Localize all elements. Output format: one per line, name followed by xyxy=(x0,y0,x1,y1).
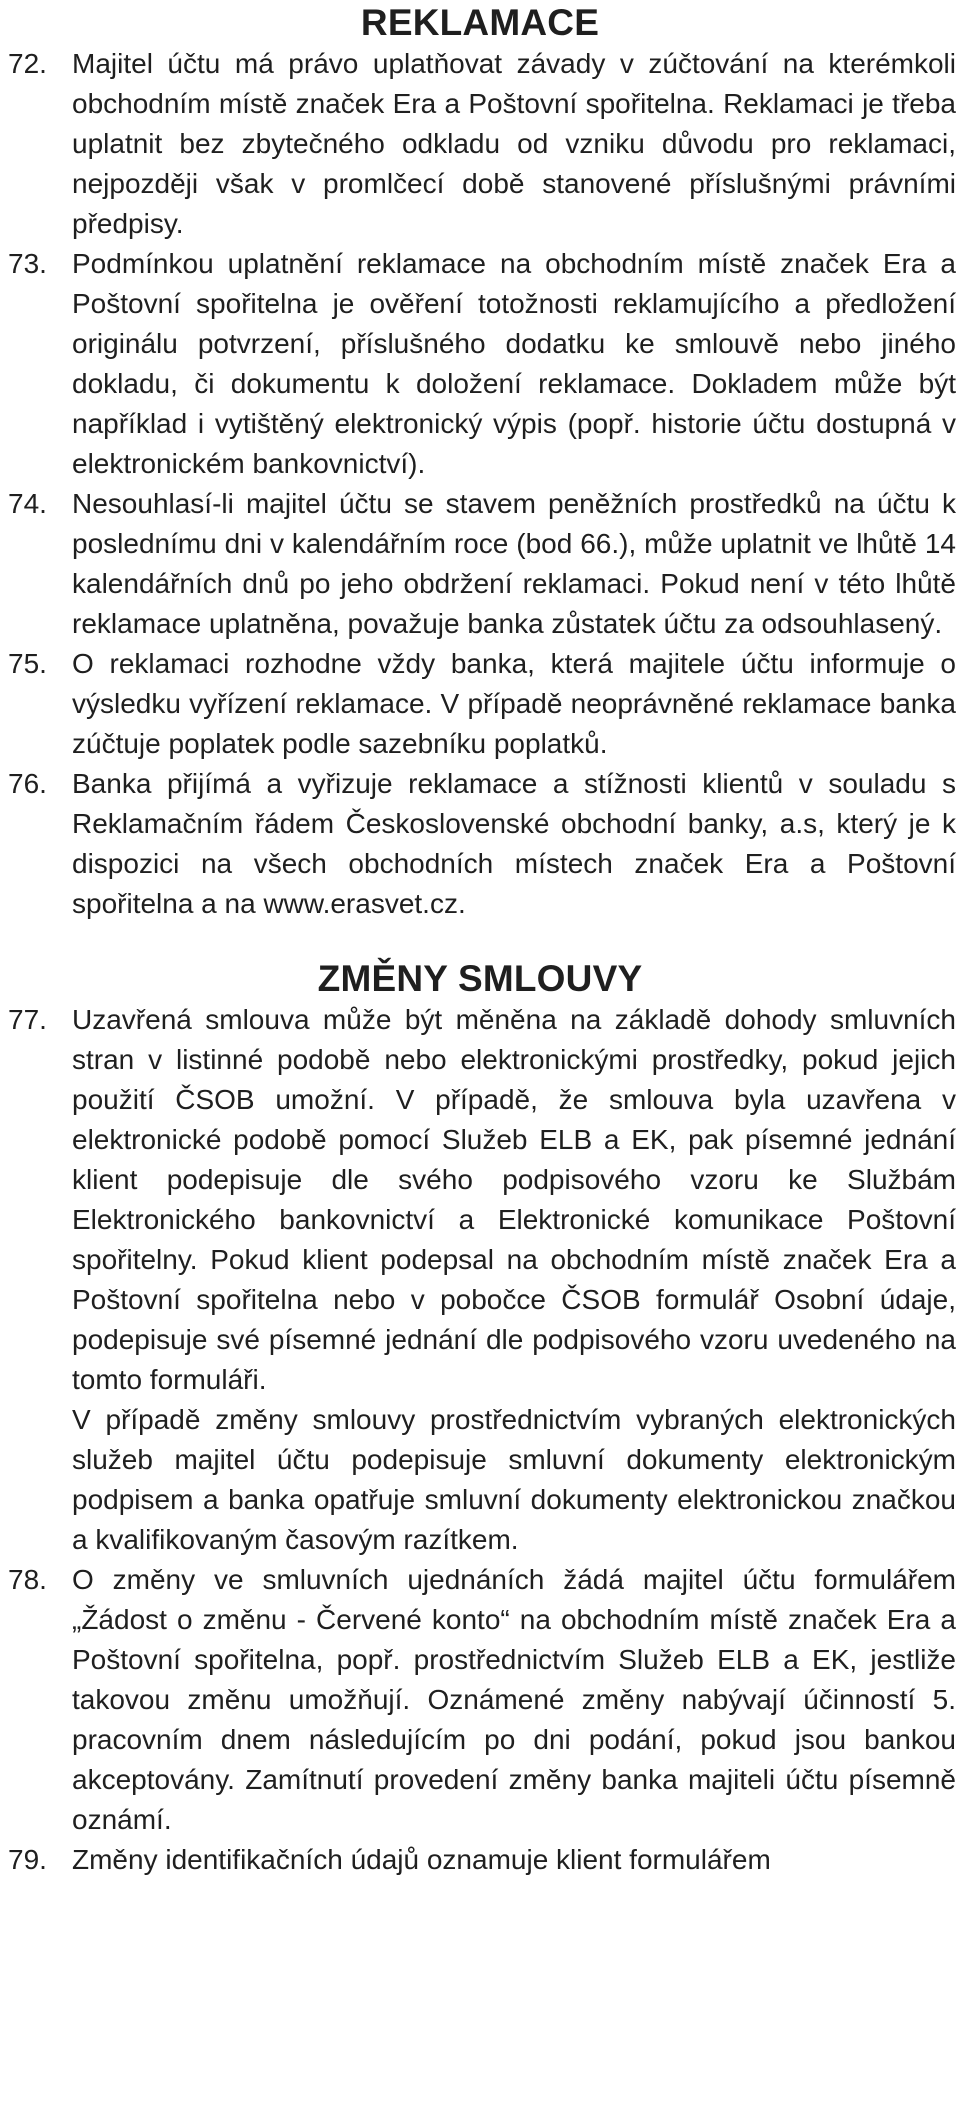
item-text xyxy=(72,244,956,484)
paragraph: V případě změny smlouvy prostřednictvím vybraných elektronických služeb majitel účtu podepisuje smluvní dokumenty elektronickým podpisem a banka opatřuje smluvní dokumenty elektronickou značkou a kvalifikovaným časovým razítkem. xyxy=(72,1404,956,1555)
item-text xyxy=(72,1000,956,1560)
item-text xyxy=(72,764,956,924)
item-number: 72. xyxy=(8,48,47,79)
paragraph: Uzavřená smlouva může být měněna na základě dohody smluvních stran v listinné podobě nebo elektronickými prostředky, pokud jejich použití ČSOB umožní. V případě, že smlouva byla uzavřena v elektronické podobě pomocí Služeb ELB a EK, pak písemné jednání klient podepisuje dle svého podpisového vzoru ke Službám Elektronického bankovnictví a Elektronické komunikace Poštovní spořitelny. Pokud klient podepsal na obchodním místě značek Era a Poštovní spořitelna nebo v pobočce ČSOB formulář Osobní údaje, podepisuje své písemné jednání dle podpisového vzoru uvedeného na tomto formuláři. xyxy=(72,1004,956,1395)
paragraph: Banka přijímá a vyřizuje reklamace a stížnosti klientů v souladu s Reklamačním řádem Československé obchodní banky, a.s, který je k dispozici na všech obchodních místech značek Era a Poštovní spořitelna a na www.erasvet.cz. xyxy=(72,768,956,919)
item-text xyxy=(72,644,956,764)
paragraph: O změny ve smluvních ujednáních žádá majitel účtu formulářem „Žádost o změnu - Červené konto“ na obchodním místě značek Era a Poštovní spořitelna, popř. prostřednictvím Služeb ELB a EK, jestliže takovou změnu umožňují. Oznámené změny nabývají účinností 5. pracovním dnem následujícím po dni podání, pokud jsou bankou akceptovány. Zamítnutí provedení změny banka majiteli účtu písemně oznámí. xyxy=(72,1564,956,1835)
item-number: 77. xyxy=(8,1004,47,1035)
item-text xyxy=(72,44,956,244)
item-text xyxy=(72,1560,956,1840)
item-number: 79. xyxy=(8,1844,47,1875)
item-number: 76. xyxy=(8,768,47,799)
section-title-zmeny-smlouvy: ZMĚNY SMLOUVY xyxy=(317,958,643,999)
paragraph: O reklamaci rozhodne vždy banka, která majitele účtu informuje o výsledku vyřízení reklamace. V případě neoprávněné reklamace banka zúčtuje poplatek podle sazebníku poplatků. xyxy=(72,648,956,759)
section-title-reklamace: REKLAMACE xyxy=(360,2,600,43)
list-item-73 xyxy=(0,244,956,484)
item-text xyxy=(72,484,956,644)
list-item-76 xyxy=(0,764,956,924)
list-item-74 xyxy=(0,484,956,644)
list-item-78 xyxy=(0,1560,956,1840)
item-text xyxy=(72,1840,956,1880)
item-number: 78. xyxy=(8,1564,47,1595)
paragraph: Podmínkou uplatnění reklamace na obchodním místě značek Era a Poštovní spořitelna je ověření totožnosti reklamujícího a předložení originálu potvrzení, příslušného dodatku ke smlouvě nebo jiného dokladu, či dokumentu k doložení reklamace. Dokladem může být například i vytištěný elektronický výpis (popř. historie účtu dostupná v elektronickém bankovnictví). xyxy=(72,248,956,479)
item-number: 75. xyxy=(8,648,47,679)
reklamace-list xyxy=(0,44,960,924)
list-item-75 xyxy=(0,644,956,764)
list-item-77 xyxy=(0,1000,956,1560)
item-number: 73. xyxy=(8,248,47,279)
item-number: 74. xyxy=(8,488,47,519)
list-item-79 xyxy=(0,1840,956,1880)
paragraph: Majitel účtu má právo uplatňovat závady v zúčtování na kterémkoli obchodním místě značek Era a Poštovní spořitelna. Reklamaci je třeba uplatnit bez zbytečného odkladu od vzniku důvodu pro reklamaci, nejpozději však v promlčecí době stanovené příslušnými právními předpisy. xyxy=(72,48,956,239)
zmeny-smlouvy-list xyxy=(0,1000,960,1880)
paragraph: Nesouhlasí-li majitel účtu se stavem peněžních prostředků na účtu k poslednímu dni v kalendářním roce (bod 66.), může uplatnit ve lhůtě 14 kalendářních dnů po jeho obdržení reklamaci. Pokud není v této lhůtě reklamace uplatněna, považuje banka zůstatek účtu za odsouhlasený. xyxy=(72,488,956,639)
list-item-72 xyxy=(0,44,956,244)
paragraph: Změny identifikačních údajů oznamuje klient formulářem xyxy=(72,1844,771,1875)
